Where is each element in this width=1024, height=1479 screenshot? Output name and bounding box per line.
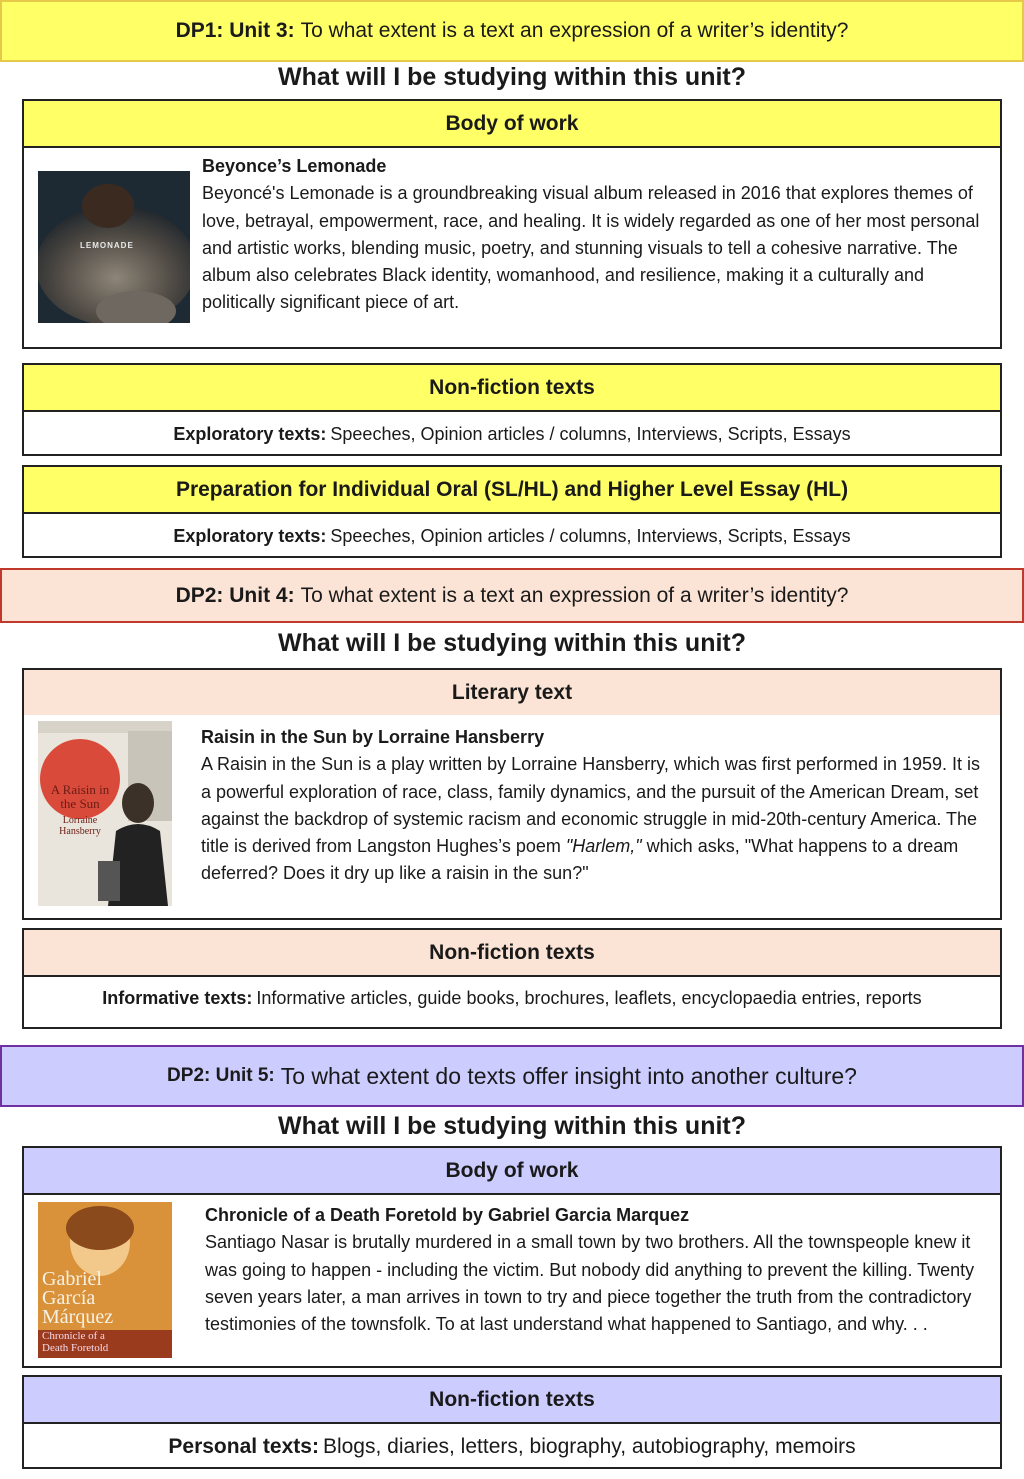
raisin-summary-1: A Raisin in the Sun is a play written by Lorraine Hansberry, which was first performed in 1959. It is a powerful exploration of race, class, family dynamics, and the pursuit of the American Dream, set against the backdrop of systemic racism and economic struggle in mid-20th-century America. The title is derived from Langston Hughes’s poem bbox=[201, 754, 981, 857]
unit3-body-of-work-description bbox=[202, 153, 992, 317]
raisin-cover-art bbox=[38, 721, 172, 906]
unit5-nonfiction-label: Personal texts: bbox=[168, 1434, 319, 1458]
raisin-cover-author: Lorraine Hansberry bbox=[59, 815, 101, 837]
unit5-heading: What will I be studying within this unit? bbox=[277, 1112, 747, 1140]
unit5-nonfiction-items: Blogs, diaries, letters, biography, autobiography, memoirs bbox=[322, 1434, 856, 1458]
unit3-label: DP1: Unit 3: bbox=[175, 19, 295, 42]
unit5-label: DP2: Unit 5: bbox=[167, 1065, 275, 1086]
unit3-preparation-items: Speeches, Opinion articles / columns, Interviews, Scripts, Essays bbox=[330, 525, 851, 546]
raisin-cover-title: A Raisin in the Sun bbox=[50, 782, 110, 811]
unit3-preparation-box bbox=[22, 465, 1002, 558]
unit4-heading: What will I be studying within this unit? bbox=[277, 629, 747, 657]
raisin-summary-2: which asks, "What happens to a dream deferred? Does it dry up like a raisin in the sun?" bbox=[201, 836, 959, 884]
unit4-label: DP2: Unit 4: bbox=[175, 583, 295, 607]
unit5-body-of-work-header: Body of work bbox=[24, 1148, 1000, 1195]
unit3-banner bbox=[0, 0, 1024, 62]
unit4-question: To what extent is a text an expression of a writer’s identity? bbox=[300, 583, 849, 607]
unit4-literary-box bbox=[22, 668, 1002, 920]
lemonade-cover-title: LEMONADE bbox=[80, 241, 134, 250]
chronicle-cover-author-line1: Gabriel bbox=[42, 1268, 102, 1290]
unit5-banner bbox=[0, 1045, 1024, 1107]
unit3-nonfiction-label: Exploratory texts: bbox=[173, 423, 327, 444]
unit3-body-of-work-header: Body of work bbox=[24, 101, 1000, 148]
unit5-body-of-work-description bbox=[205, 1202, 995, 1338]
raisin-cover-image bbox=[38, 721, 172, 906]
unit3-preparation-row bbox=[24, 514, 1000, 558]
unit4-nonfiction-box bbox=[22, 928, 1002, 1029]
chronicle-title: Chronicle of a Death Foretold by Gabriel Garcia Marquez bbox=[205, 1205, 690, 1225]
unit4-nonfiction-items: Informative articles, guide books, brochures, leaflets, encyclopaedia entries, reports bbox=[256, 987, 922, 1008]
unit3-preparation-label: Exploratory texts: bbox=[173, 525, 327, 546]
unit3-heading: What will I be studying within this unit? bbox=[277, 63, 747, 91]
unit5-nonfiction-row bbox=[24, 1424, 1000, 1469]
raisin-title: Raisin in the Sun by Lorraine Hansberry bbox=[201, 727, 545, 747]
raisin-poem-title: "Harlem," bbox=[565, 836, 642, 857]
unit3-body-of-work-box bbox=[22, 99, 1002, 349]
unit4-literary-header: Literary text bbox=[24, 670, 1000, 715]
lemonade-title: Beyonce’s Lemonade bbox=[202, 156, 387, 176]
chronicle-cover-author-line2: García bbox=[42, 1287, 96, 1309]
unit5-nonfiction-box bbox=[22, 1375, 1002, 1469]
unit4-nonfiction-label: Informative texts: bbox=[102, 987, 253, 1008]
unit4-nonfiction-header: Non-fiction texts bbox=[24, 930, 1000, 977]
unit3-nonfiction-header: Non-fiction texts bbox=[24, 365, 1000, 412]
unit4-nonfiction-row bbox=[24, 977, 1000, 1019]
chronicle-cover-title: Chronicle of a Death Foretold bbox=[42, 1330, 109, 1354]
chronicle-cover-author-line3: Márquez bbox=[42, 1306, 114, 1328]
unit5-question: To what extent do texts offer insight into another culture? bbox=[280, 1062, 857, 1089]
unit4-banner bbox=[0, 568, 1024, 623]
unit5-nonfiction-header: Non-fiction texts bbox=[24, 1377, 1000, 1424]
unit5-body-of-work-box bbox=[22, 1146, 1002, 1368]
unit3-preparation-header: Preparation for Individual Oral (SL/HL) and Higher Level Essay (HL) bbox=[24, 467, 1000, 514]
unit3-nonfiction-box bbox=[22, 363, 1002, 456]
chronicle-summary: Santiago Nasar is brutally murdered in a small town by two brothers. All the townspeople knew it was going to happen - including the victim. But nobody did anything to prevent the killing. Twenty seven years later, a man arrives in town to try and piece together the truth from the contradictory testimonies of the townsfolk. To at last understand what happened to Santiago, and why. . . bbox=[205, 1232, 975, 1335]
chronicle-cover-image bbox=[38, 1202, 172, 1358]
unit3-question: To what extent is a text an expression of a writer’s identity? bbox=[300, 19, 849, 42]
unit3-nonfiction-items: Speeches, Opinion articles / columns, Interviews, Scripts, Essays bbox=[330, 423, 851, 444]
unit4-literary-description bbox=[201, 724, 993, 888]
unit3-nonfiction-row bbox=[24, 412, 1000, 456]
lemonade-cover-image bbox=[38, 171, 190, 323]
chronicle-cover-author bbox=[42, 1270, 113, 1327]
lemonade-summary: Beyoncé's Lemonade is a groundbreaking visual album released in 2016 that explores themes of love, betrayal, empowerment, race, and healing. It is widely regarded as one of her most personal and artistic works, blending music, poetry, and stunning visuals to tell a cohesive narrative. The album also celebrates Black identity, womanhood, and resilience, making it a culturally and politically significant piece of art. bbox=[202, 183, 980, 313]
